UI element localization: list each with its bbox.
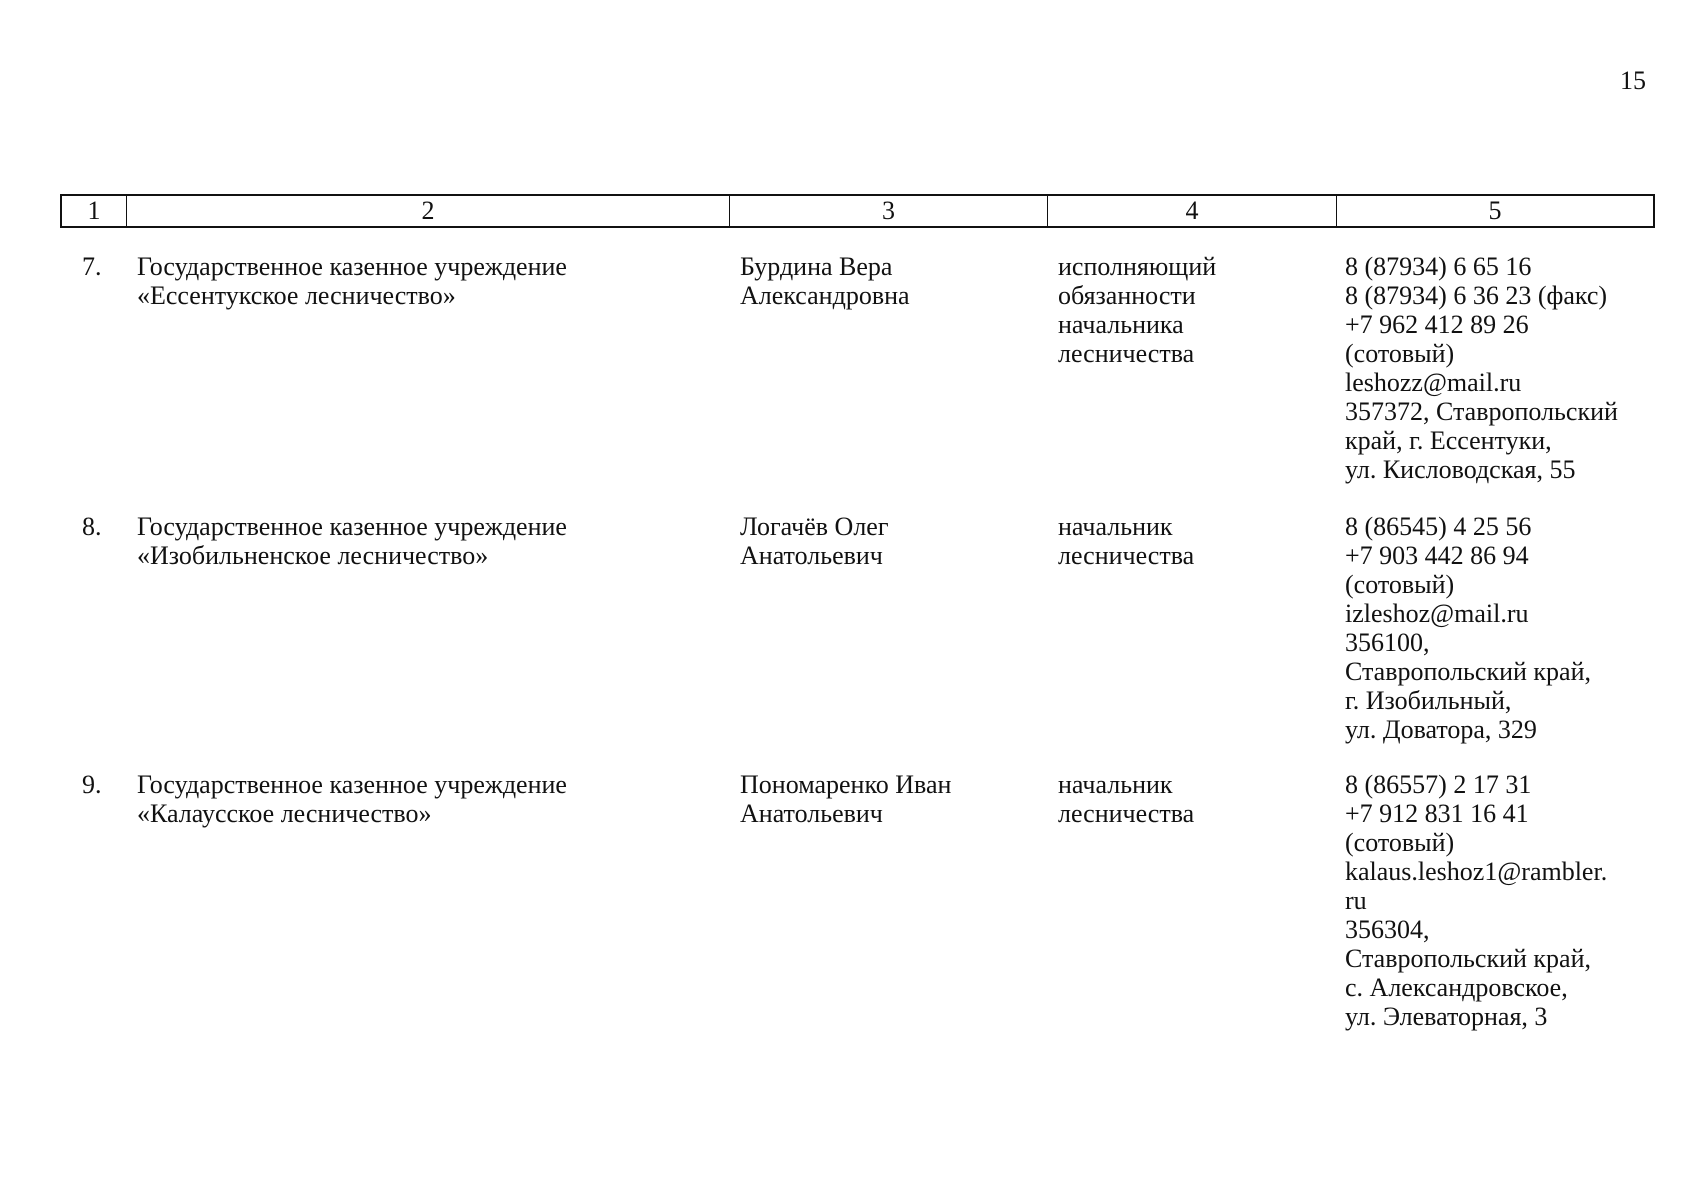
person-name: Логачёв Олег Анатольевич bbox=[740, 512, 889, 570]
person-name: Пономаренко Иван Анатольевич bbox=[740, 770, 952, 828]
position-title: начальник лесничества bbox=[1058, 770, 1195, 828]
row-number: 9. bbox=[82, 770, 102, 799]
organization: Государственное казенное учреждение «Ессентукское лесничество» bbox=[137, 252, 567, 310]
row-number: 7. bbox=[82, 252, 102, 281]
position-title: начальник лесничества bbox=[1058, 512, 1195, 570]
person-name: Бурдина Вера Александровна bbox=[740, 252, 910, 310]
page-number: 15 bbox=[1620, 66, 1646, 95]
header-col-2: 2 bbox=[127, 196, 730, 226]
table-header bbox=[60, 194, 1655, 228]
organization: Государственное казенное учреждение «Изобильненское лесничество» bbox=[137, 512, 567, 570]
header-col-1: 1 bbox=[62, 196, 127, 226]
header-col-4: 4 bbox=[1048, 196, 1337, 226]
contact-details: 8 (87934) 6 65 16 8 (87934) 6 36 23 (факс) +7 962 412 89 26 (сотовый) leshozz@mail.ru 357372, Ставропольский край, г. Ессентуки, ул. Кисловодская, 55 bbox=[1345, 252, 1618, 484]
row-number: 8. bbox=[82, 512, 102, 541]
position-title: исполняющий обязанности начальника лесничества bbox=[1058, 252, 1217, 368]
header-col-5: 5 bbox=[1488, 196, 1502, 225]
contact-details: 8 (86545) 4 25 56 +7 903 442 86 94 (сотовый) izleshoz@mail.ru 356100, Ставропольский край, г. Изобильный, ул. Доватора, 329 bbox=[1345, 512, 1591, 744]
organization: Государственное казенное учреждение «Калаусское лесничество» bbox=[137, 770, 567, 828]
contact-details: 8 (86557) 2 17 31 +7 912 831 16 41 (сотовый) kalaus.leshoz1@rambler. ru 356304, Ставропольский край, с. Александровское, ул. Элеваторная, 3 bbox=[1345, 770, 1608, 1031]
header-col-3: 3 bbox=[730, 196, 1048, 226]
